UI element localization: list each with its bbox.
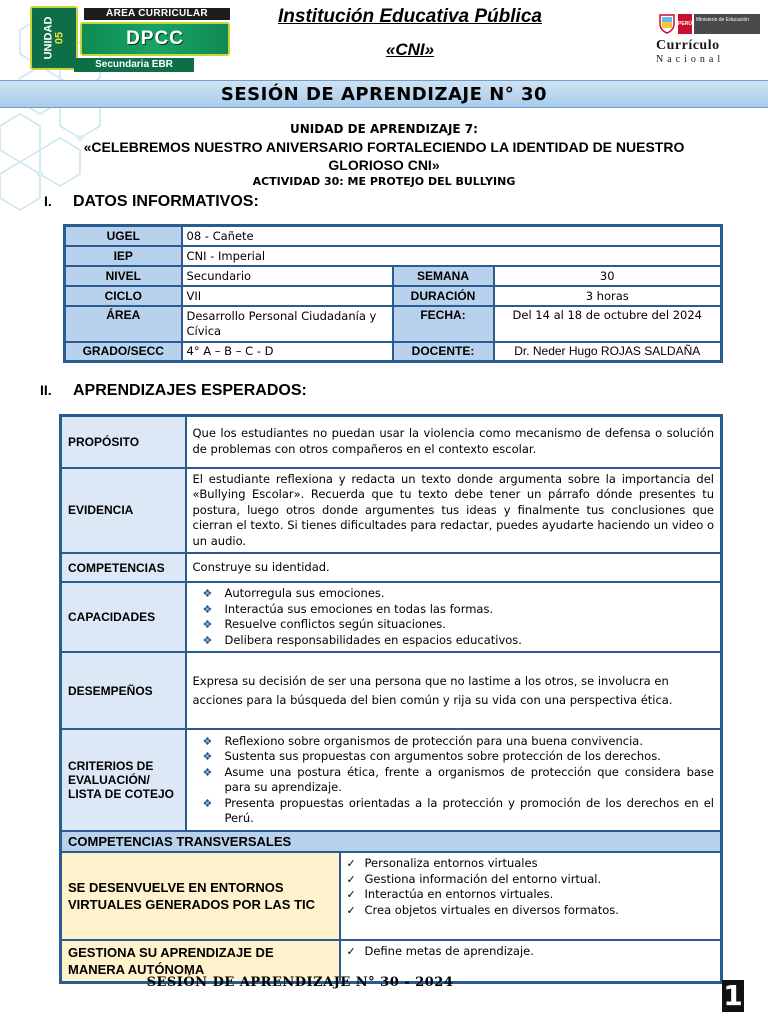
logo-curriculo-text: Currículo [656, 38, 720, 53]
table-row [61, 852, 722, 940]
page-number: 1 [723, 979, 743, 1012]
ciclo-label: CICLO [65, 286, 182, 306]
table-row [65, 306, 722, 342]
competencias-text: Construye su identidad. [186, 553, 722, 582]
unit-name [0, 138, 768, 174]
competencias-transversales-header: COMPETENCIAS TRANSVERSALES [61, 831, 722, 852]
list-item-text: Sustenta sus propuestas con argumentos sobre protección de los derechos. [224, 749, 661, 763]
docente-value: Dr. Neder Hugo ROJAS SALDAÑA [494, 342, 722, 362]
criterios-list-cell [186, 729, 722, 831]
ciclo-value: VII [182, 286, 393, 306]
area-value: Desarrollo Personal Ciudadanía y Cívica [182, 306, 393, 342]
fecha-value: Del 14 al 18 de octubre del 2024 [494, 306, 722, 342]
list-item-text: Reflexiono sobre organismos de protección para una buena convivencia. [224, 733, 643, 748]
activity-title: ACTIVIDAD 30: ME PROTEJO DEL BULLYING [252, 175, 516, 188]
peru-shield-icon [656, 12, 678, 34]
desempenos-label: DESEMPEÑOS [61, 652, 186, 729]
evidencia-text: El estudiante reflexiona y redacta un texto donde argumenta sobre la importancia del «Bullying Escolar». Recuerda que tu texto debe tener un párrafo dónde presentes tu postura, luego otros donde argumentes tus ideas y finalmente tus conclusiones que cierran el texto. Si tienes dificultades para redactar, puedes ayudarte haciendo un video o un audio. [186, 468, 722, 554]
table-row [65, 246, 722, 266]
table-row [61, 652, 722, 729]
list-item [347, 903, 715, 919]
ugel-label: UGEL [65, 226, 182, 246]
section-label: APRENDIZAJES ESPERADOS: [73, 382, 307, 399]
list-item [193, 734, 715, 750]
institution-title: Institución Educativa Pública [278, 6, 542, 27]
list-item [193, 633, 715, 649]
list-item [347, 944, 715, 960]
logo-peru-text: PERÚ [678, 14, 692, 34]
list-item-text: Asume una postura ética, frente a organismos de protección que considera base para su aprendizaje. [224, 764, 714, 794]
list-item-text: Define metas de aprendizaje. [364, 944, 534, 958]
list-item-text: Crea objetos virtuales en diversos formatos. [364, 902, 619, 917]
unit-badge [30, 6, 230, 72]
table-row [65, 342, 722, 362]
table-row [61, 468, 722, 554]
autonoma-label: GESTIONA SU APRENDIZAJE DE MANERA AUTÓNOMA [61, 940, 340, 983]
table-row [65, 266, 722, 286]
table-row [61, 553, 722, 582]
datos-informativos-table [63, 224, 723, 363]
list-item [193, 749, 715, 765]
nivel-value: Secundario [182, 266, 393, 286]
duracion-label: DURACIÓN [393, 286, 494, 306]
table-row [61, 729, 722, 831]
area-label: ÁREA CURRICULAR [84, 8, 230, 20]
fecha-label: FECHA: [393, 306, 494, 342]
checkmark-icon: ✓ [346, 857, 356, 870]
checkmark-icon: ✓ [346, 945, 356, 958]
proposito-label: PROPÓSITO [61, 416, 186, 468]
table-row [61, 582, 722, 652]
grado-label: GRADO/SECC [65, 342, 182, 362]
logo-nacional-text: Nacional [656, 54, 725, 65]
area-code: DPCC [80, 22, 230, 56]
iep-label: IEP [65, 246, 182, 266]
unit-label: UNIDAD DE APRENDIZAJE 7: [290, 122, 478, 136]
list-item-text: Resuelve conflictos según situaciones. [224, 617, 446, 631]
unidad-label: UNIDAD [42, 16, 54, 60]
section-datos-title [44, 193, 259, 211]
unidad-tag [30, 6, 78, 70]
iep-value: CNI - Imperial [182, 246, 722, 266]
diamond-bullet-icon: ❖ [202, 750, 213, 763]
semana-value: 30 [494, 266, 722, 286]
checkmark-icon: ✓ [346, 903, 356, 917]
list-item-text: Interactúa sus emociones en todas las formas. [224, 601, 494, 616]
list-item [193, 796, 715, 827]
capacidades-label: CAPACIDADES [61, 582, 186, 652]
list-item-text: Delibera responsabilidades en espacios educativos. [224, 632, 522, 647]
list-item-text: Gestiona información del entorno virtual. [364, 871, 602, 886]
proposito-text: Que los estudiantes no puedan usar la violencia como mecanismo de defensa o solución de problemas con otros compañeros en el contexto escolar. [186, 416, 722, 468]
area-row-label: ÁREA [65, 306, 182, 342]
section-number: I. [44, 193, 52, 209]
autonoma-list [347, 944, 715, 960]
list-item [193, 617, 715, 633]
checkmark-icon: ✓ [346, 888, 356, 901]
grado-value: 4° A – B – C - D [182, 342, 393, 362]
level-label: Secundaria EBR [74, 58, 194, 72]
tic-label: SE DESENVUELVE EN ENTORNOS VIRTUALES GENERADOS POR LAS TIC [61, 852, 340, 940]
institution-short: «CNI» [385, 40, 435, 59]
list-item [347, 887, 715, 903]
diamond-bullet-icon: ❖ [202, 618, 213, 631]
list-item [347, 856, 715, 872]
unidad-number: 05 [53, 31, 65, 45]
list-item [193, 586, 715, 602]
list-item-text: Presenta propuestas orientadas a la protección y promoción de los derechos en el Perú. [224, 795, 714, 825]
duracion-value: 3 horas [494, 286, 722, 306]
page-footer: SESIÓN DE APRENDIZAJE N° 30 - 2024 [146, 975, 454, 990]
evidencia-label: EVIDENCIA [61, 468, 186, 554]
capacidades-list-cell [186, 582, 722, 652]
criterios-list [193, 734, 715, 827]
table-row [61, 416, 722, 468]
list-item [193, 765, 715, 796]
list-item [347, 872, 715, 888]
unit-name-line2: GLORIOSO CNI» [328, 157, 440, 173]
table-row [61, 831, 722, 852]
docente-label: DOCENTE: [393, 342, 494, 362]
diamond-bullet-icon: ❖ [202, 796, 213, 810]
logo-ministry-text: Ministerio de Educación [694, 14, 760, 34]
list-item-text: Autorregula sus emociones. [224, 586, 385, 600]
diamond-bullet-icon: ❖ [202, 765, 213, 779]
diamond-bullet-icon: ❖ [202, 633, 213, 647]
curriculo-nacional-logo [652, 10, 764, 70]
section-number: II. [40, 382, 52, 398]
tic-list [347, 856, 715, 918]
diamond-bullet-icon: ❖ [202, 602, 213, 616]
section-aprendizajes-title [40, 382, 307, 400]
unit-name-line1: «CELEBREMOS NUESTRO ANIVERSARIO FORTALECIENDO LA IDENTIDAD DE NUESTRO [83, 139, 685, 155]
desempenos-text: Expresa su decisión de ser una persona que no lastime a los otros, se involucra en acciones para la búsqueda del bien común y rija su vida con una perspectiva ética. [186, 652, 722, 729]
list-item-text: Interactúa en entornos virtuales. [364, 887, 554, 901]
session-title: SESIÓN DE APRENDIZAJE N° 30 [0, 80, 768, 108]
diamond-bullet-icon: ❖ [202, 734, 213, 748]
section-label: DATOS INFORMATIVOS: [73, 193, 259, 210]
list-item-text: Personaliza entornos virtuales [364, 856, 538, 870]
capacidades-list [193, 586, 715, 648]
tic-list-cell [340, 852, 722, 940]
ugel-value: 08 - Cañete [182, 226, 722, 246]
semana-label: SEMANA [393, 266, 494, 286]
criterios-label: CRITERIOS DE EVALUACIÓN/ LISTA DE COTEJO [61, 729, 186, 831]
competencias-label: COMPETENCIAS [61, 553, 186, 582]
nivel-label: NIVEL [65, 266, 182, 286]
checkmark-icon: ✓ [346, 872, 356, 886]
table-row [65, 286, 722, 306]
aprendizajes-table [59, 414, 723, 984]
diamond-bullet-icon: ❖ [202, 587, 213, 600]
list-item [193, 602, 715, 618]
table-row [65, 226, 722, 246]
